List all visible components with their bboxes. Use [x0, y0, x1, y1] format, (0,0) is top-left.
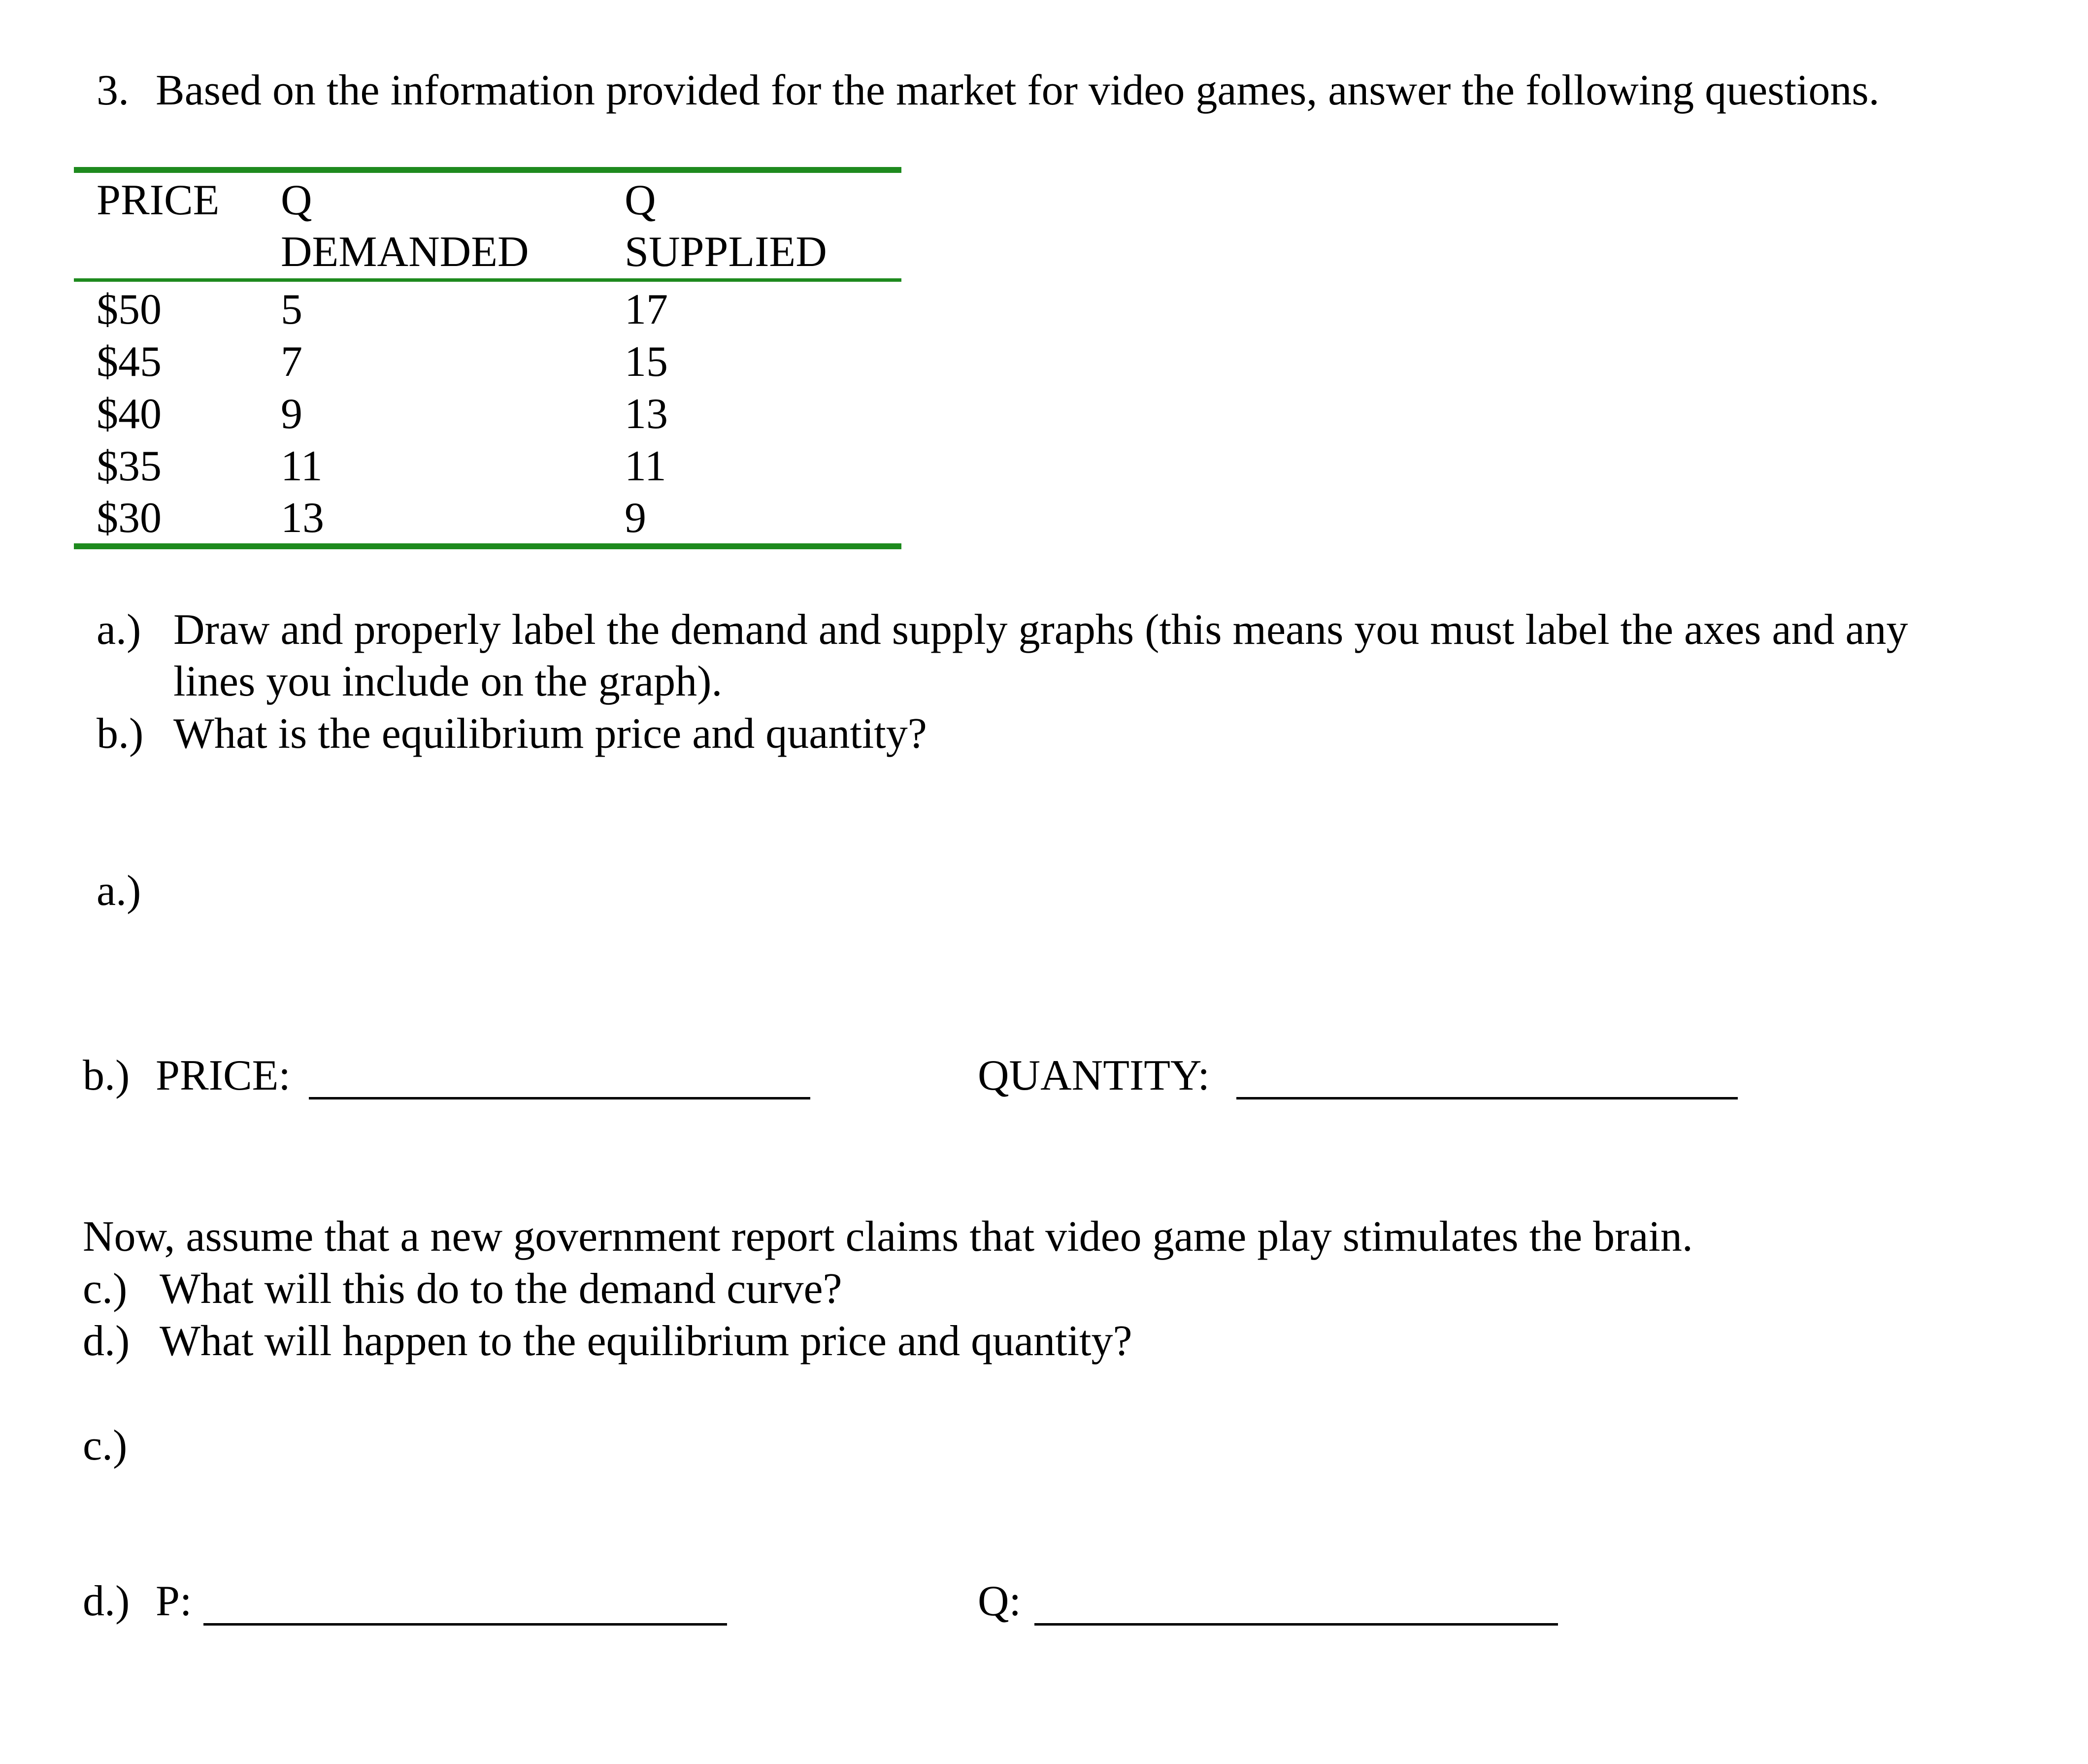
quantity-answer-blank[interactable] [1236, 1097, 1738, 1099]
cell-demanded: 11 [281, 442, 323, 490]
header-price: PRICE [97, 176, 220, 224]
cell-supplied: 11 [625, 442, 666, 490]
part-c-text: What will this do to the demand curve? [160, 1265, 842, 1313]
cell-price: $40 [97, 390, 162, 438]
part-c-label: c.) [83, 1265, 128, 1313]
cell-price: $35 [97, 442, 162, 490]
table-header-rule [74, 278, 901, 282]
answer-a-label: a.) [97, 867, 141, 915]
cell-supplied: 13 [625, 390, 668, 438]
header-demanded-q: Q [281, 176, 312, 224]
part-a-text-line2: lines you include on the graph). [173, 658, 723, 705]
q-label: Q: [978, 1577, 1021, 1625]
part-b-label: b.) [97, 710, 144, 758]
q-answer-blank[interactable] [1034, 1623, 1558, 1626]
header-demanded: DEMANDED [281, 228, 529, 276]
answer-b-label: b.) [83, 1052, 130, 1099]
cell-price: $45 [97, 338, 162, 386]
table-bottom-rule [74, 543, 901, 549]
part2-intro: Now, assume that a new government report claims that video game play stimulates the brain. [83, 1213, 1693, 1261]
cell-demanded: 9 [281, 390, 302, 438]
cell-price: $30 [97, 494, 162, 542]
part-a-text-line1: Draw and properly label the demand and supply graphs (this means you must label the axes and any [173, 606, 1908, 654]
quantity-label: QUANTITY: [978, 1052, 1210, 1099]
header-supplied-q: Q [625, 176, 656, 224]
part-b-text: What is the equilibrium price and quantity? [173, 710, 927, 758]
cell-demanded: 5 [281, 286, 302, 333]
question-prompt: Based on the information provided for the market for video games, answer the following questions. [156, 67, 1880, 114]
price-answer-blank[interactable] [309, 1097, 810, 1099]
question-number: 3. [97, 67, 129, 114]
part-d-text: What will happen to the equilibrium price and quantity? [160, 1317, 1132, 1365]
price-label: PRICE: [156, 1052, 291, 1099]
answer-c-label: c.) [83, 1422, 128, 1469]
p-label: P: [156, 1577, 192, 1625]
cell-price: $50 [97, 286, 162, 333]
part-d-label: d.) [83, 1317, 130, 1365]
cell-demanded: 13 [281, 494, 324, 542]
part-a-label: a.) [97, 606, 141, 654]
cell-supplied: 17 [625, 286, 668, 333]
header-supplied: SUPPLIED [625, 228, 827, 276]
p-answer-blank[interactable] [203, 1623, 727, 1626]
cell-supplied: 15 [625, 338, 668, 386]
answer-d-label: d.) [83, 1577, 130, 1625]
cell-supplied: 9 [625, 494, 646, 542]
table-top-rule [74, 167, 901, 173]
cell-demanded: 7 [281, 338, 302, 386]
